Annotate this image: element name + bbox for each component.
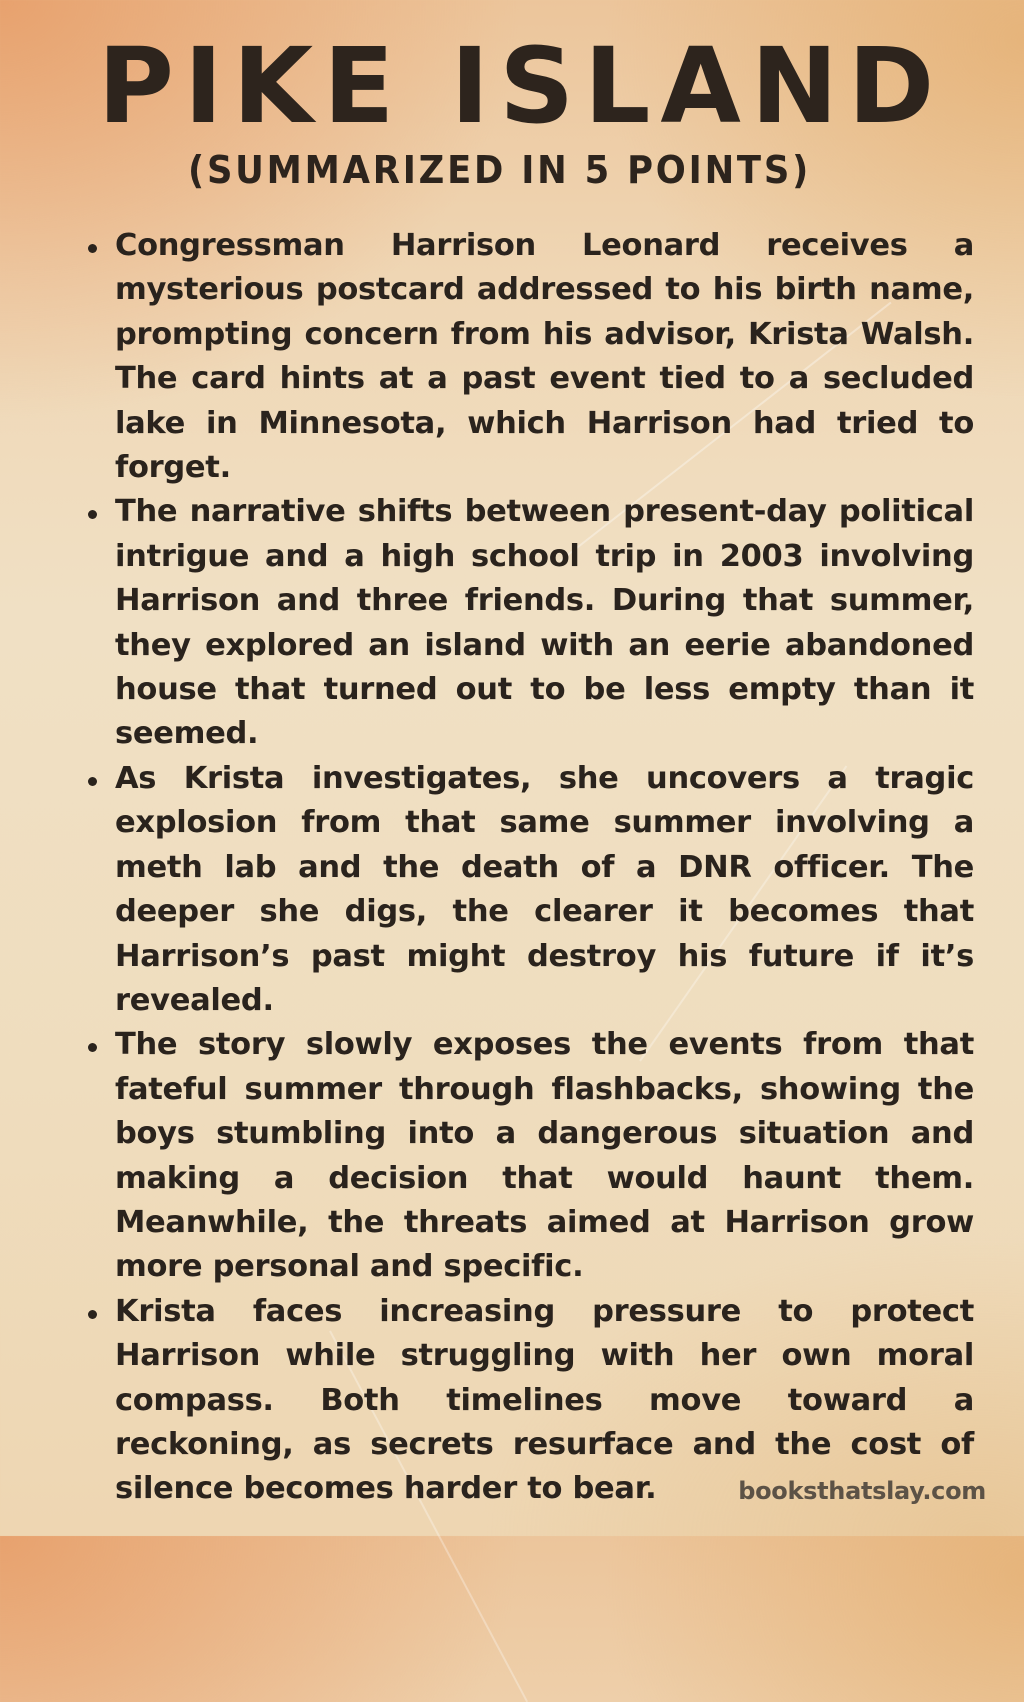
bullet-icon <box>88 1043 97 1052</box>
summary-points-list <box>84 224 974 1512</box>
summary-point-3 <box>84 757 974 1023</box>
site-watermark: booksthatslay.com <box>738 1477 986 1505</box>
summary-point-text: Krista faces increasing pressure to protect Harrison while struggling with her own moral compass. Both timelines move toward a reckoning, as secrets resurface and the cost of silence becomes harder to bear. <box>115 1293 974 1507</box>
bullet-icon <box>88 510 97 519</box>
page-title: PIKE ISLAND <box>97 25 945 147</box>
summary-point-text: The narrative shifts between present-day political intrigue and a high school trip in 2003 involving Harrison and three friends. During that summer, they explored an island with an eerie abandoned house that turned out to be less empty than it seemed. <box>115 494 974 752</box>
bullet-icon <box>88 1310 97 1319</box>
summary-point-2 <box>84 490 974 756</box>
summary-point-text: Congressman Harrison Leonard receives a mysterious postcard addressed to his birth name, prompting concern from his advisor, Krista Walsh. The card hints at a past event tied to a secluded lake in Minnesota, which Harrison had tried to forget. <box>115 228 974 486</box>
bullet-icon <box>88 777 97 786</box>
page-subtitle: (SUMMARIZED IN 5 POINTS) <box>188 148 812 192</box>
summary-point-4 <box>84 1023 974 1289</box>
summary-point-text: As Krista investigates, she uncovers a tragic explosion from that same summer involving a meth lab and the death of a DNR officer. The deeper she digs, the clearer it becomes that Harrison’s past might destroy his future if it’s revealed. <box>115 760 974 1018</box>
summary-point-1 <box>84 224 974 490</box>
bullet-icon <box>88 244 97 253</box>
summary-point-text: The story slowly exposes the events from that fateful summer through flashbacks, showing the boys stumbling into a dangerous situation and making a decision that would haunt them. Meanwhile, the threats aimed at Harrison grow more personal and specific. <box>115 1027 974 1285</box>
